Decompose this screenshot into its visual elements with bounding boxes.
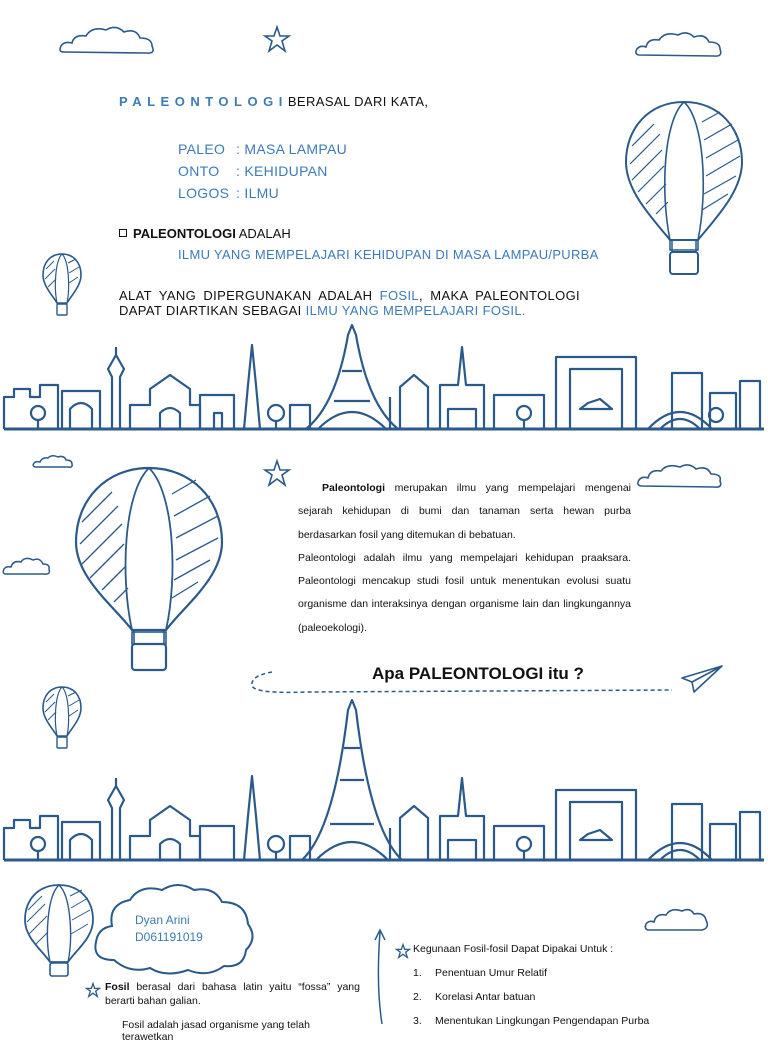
cloud-icon — [32, 454, 74, 470]
definition-row: PALEO : MASA LAMPAU — [178, 141, 348, 157]
paleontologi-description — [298, 477, 631, 640]
kegunaan-list — [413, 961, 649, 1033]
paragraph: Paleontologi adalah ilmu yang mempelajari kehidupan praaksara. Paleontologi mencakup studi fosil untuk menentukan evolusi suatu organisme dan interaksinya dengan organisme lain dan lingkungannya (paleoekologi). — [298, 551, 631, 634]
hot-air-balloon-icon — [42, 253, 82, 317]
arrow-up-line — [372, 926, 392, 1024]
list-item: 1. Penentuan Umur Relatif — [413, 967, 548, 979]
definition-row: ONTO : KEHIDUPAN — [178, 163, 328, 179]
paper-plane-icon — [680, 664, 724, 694]
question-heading: Apa PALEONTOLOGI itu ? — [372, 664, 584, 683]
star-icon — [264, 26, 290, 52]
cloud-icon — [634, 30, 724, 60]
star-icon — [264, 460, 290, 486]
fosil-definition-2: Fosil adalah jasad organisme yang telah terawetkan — [122, 1019, 310, 1043]
hot-air-balloon-icon — [24, 884, 94, 978]
kegunaan-title: Kegunaan Fosil-fosil Dapat Dipakai Untuk : — [413, 943, 614, 955]
hot-air-balloon-icon — [74, 466, 224, 674]
author-name: Dyan Arini — [135, 913, 190, 927]
city-skyline-illustration — [0, 700, 768, 866]
definition-list — [178, 138, 347, 204]
star-icon — [396, 944, 410, 958]
star-icon — [86, 983, 100, 997]
title-rest: BERASAL DARI KATA, — [287, 94, 429, 109]
adalah-line: PALEONTOLOGI ADALAH — [119, 226, 291, 241]
hot-air-balloon-icon — [624, 100, 744, 278]
title-word: PALEONTOLOGI — [119, 94, 288, 109]
cloud-icon — [636, 462, 724, 490]
author-info — [135, 912, 203, 946]
author-id: D061191019 — [135, 930, 203, 944]
fosil-definition: Fosil berasal dari bahasa latin yaitu “fossa” yang berarti bahan galian. — [105, 981, 360, 1007]
definition-row: LOGOS : ILMU — [178, 185, 280, 201]
cloud-icon — [58, 24, 158, 58]
list-item: 2. Korelasi Antar batuan — [413, 991, 536, 1003]
square-bullet-icon — [119, 229, 127, 237]
cloud-icon — [644, 906, 710, 934]
section1-title — [119, 94, 428, 109]
paragraph: Paleontologi merupakan ilmu yang mempelajari mengenai sejarah kehidupan di bumi dan tanaman serta hewan purba berdasarkan fosil yang ditemukan di bebatuan. — [298, 482, 631, 541]
cloud-icon — [2, 556, 52, 578]
city-skyline-illustration — [0, 325, 768, 435]
list-item: 3. Menentukan Lingkungan Pengendapan Purba — [413, 1015, 650, 1027]
alat-paragraph: ALAT YANG DIPERGUNAKAN ADALAH FOSIL, MAKA PALEONTOLOGI DAPAT DIARTIKAN SEBAGAI ILMU YANG MEMPELAJARI FOSIL. — [119, 288, 580, 318]
definition-text: ILMU YANG MEMPELAJARI KEHIDUPAN DI MASA LAMPAU/PURBA — [178, 247, 599, 262]
